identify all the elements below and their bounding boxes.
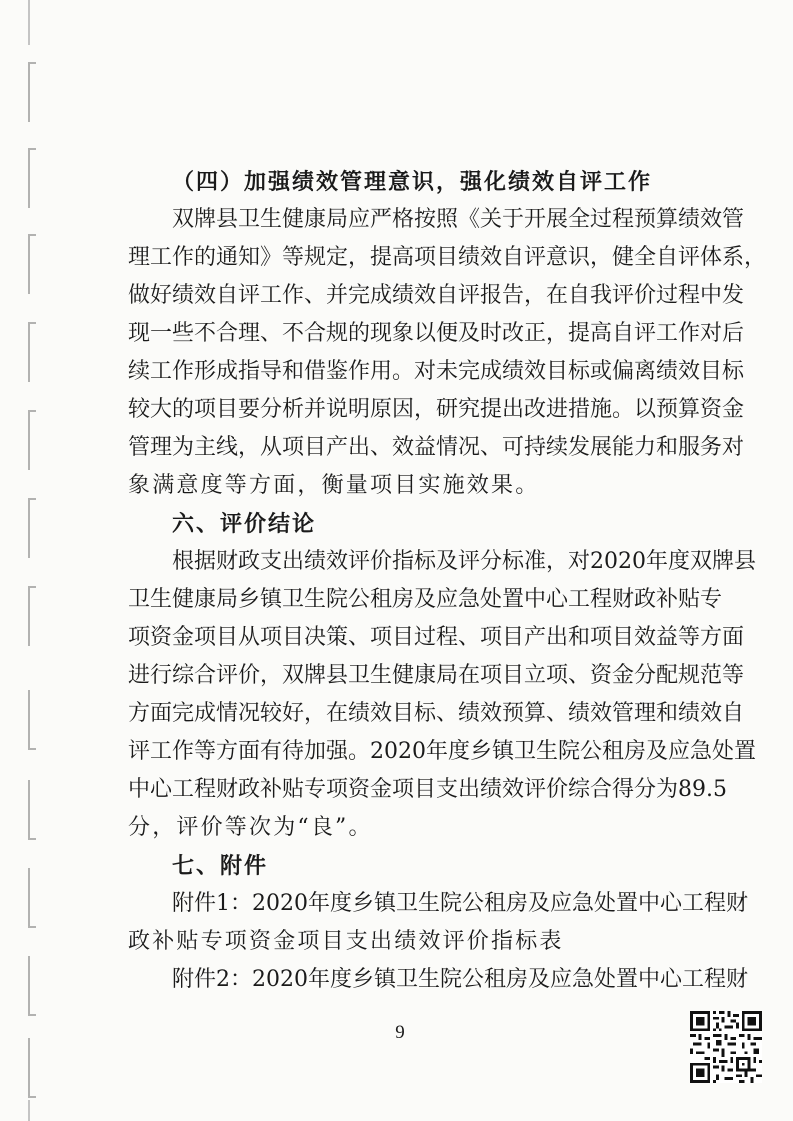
paragraph-line: 方面完成情况较好，在绩效目标、绩效预算、绩效管理和绩效自 (128, 701, 745, 726)
binding-mark (28, 586, 36, 646)
paragraph-line: 续工作形成指导和借鉴作用。对未完成绩效目标或偏离绩效目标 (128, 359, 745, 384)
section-four-heading: （四）加强绩效管理意识，强化绩效自评工作 (172, 169, 653, 195)
paragraph-line: 管理为主线，从项目产出、效益情况、可持续发展能力和服务对 (128, 435, 745, 460)
section-seven-heading: 七、附件 (172, 853, 269, 879)
binding-mark (28, 690, 36, 750)
paragraph-line: 双牌县卫生健康局应严格按照《关于开展全过程预算绩效管 (172, 207, 745, 232)
binding-mark (28, 780, 36, 840)
attachment-line: 附件2：2020年度乡镇卫生院公租房及应急处置中心工程财 (172, 967, 748, 992)
paragraph-line: 做好绩效自评工作、并完成绩效自评报告，在自我评价过程中发 (128, 283, 745, 308)
binding-edge-line (28, 1100, 30, 1121)
binding-mark (28, 62, 36, 122)
binding-mark (28, 322, 36, 382)
paragraph-line: 卫生健康局乡镇卫生院公租房及应急处置中心工程财政补贴专 (128, 587, 723, 612)
section-six-heading: 六、评价结论 (172, 511, 317, 537)
paragraph-line: 理工作的通知》等规定，提高项目绩效自评意识，健全自评体系， (128, 245, 767, 270)
binding-edge-line (28, 0, 30, 45)
paragraph-line: 较大的项目要分析并说明原因，研究提出改进措施。以预算资金 (128, 397, 745, 422)
paragraph-line: 现一些不合理、不合规的现象以便及时改正，提高自评工作对后 (128, 321, 745, 346)
attachment-line: 政补贴专项资金项目支出绩效评价指标表 (128, 929, 564, 954)
paragraph-line: 项资金项目从项目决策、项目过程、项目产出和项目效益等方面 (128, 625, 745, 650)
paragraph-line: 根据财政支出绩效评价指标及评分标准，对2020年度双牌县 (172, 549, 756, 574)
binding-mark (28, 1038, 36, 1098)
qr-code-icon (690, 1011, 762, 1083)
paragraph-line: 进行综合评价，双牌县卫生健康局在项目立项、资金分配规范等 (128, 663, 745, 688)
paragraph-line: 评工作等方面有待加强。2020年度乡镇卫生院公租房及应急处置 (128, 739, 756, 764)
binding-mark (28, 234, 36, 294)
binding-mark (28, 498, 36, 558)
page-number: 9 (395, 1022, 405, 1043)
binding-mark (28, 868, 36, 928)
binding-mark (28, 956, 36, 1016)
binding-mark (28, 148, 36, 208)
attachment-line: 附件1：2020年度乡镇卫生院公租房及应急处置中心工程财 (172, 891, 748, 916)
binding-mark (28, 410, 36, 470)
paragraph-line: 分，评价等次为“良”。 (128, 815, 373, 840)
paragraph-line: 中心工程财政补贴专项资金项目支出绩效评价综合得分为89.5 (128, 777, 727, 802)
paragraph-line: 象满意度等方面，衡量项目实施效果。 (128, 473, 540, 498)
